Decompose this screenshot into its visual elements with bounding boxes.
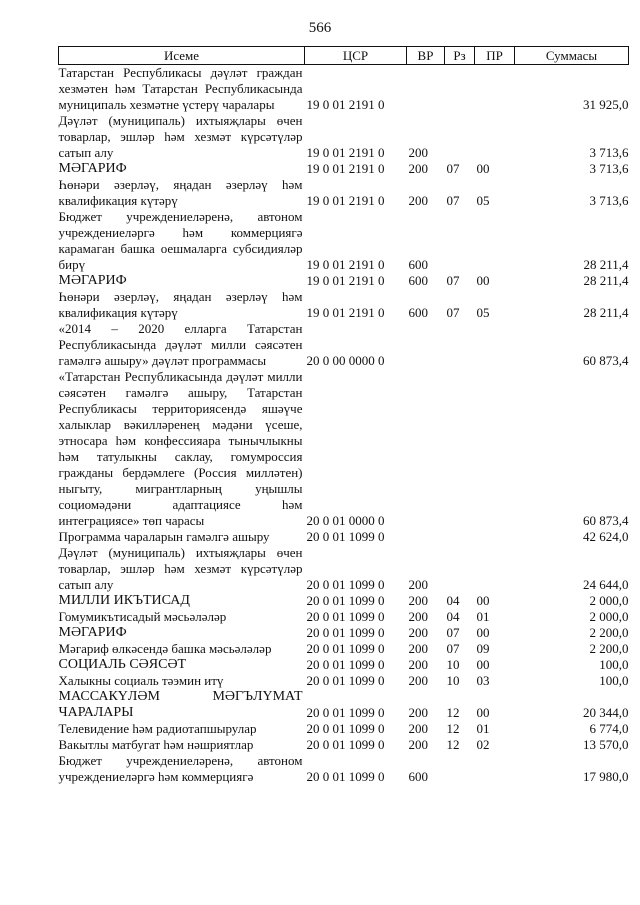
cell-pr xyxy=(475,545,515,593)
cell-name: МӘГАРИФ xyxy=(58,273,127,288)
header-rz: Рз xyxy=(445,47,475,65)
cell-sum: 3 713,6 xyxy=(589,145,629,160)
cell-pr xyxy=(475,529,515,545)
cell-sum: 6 774,0 xyxy=(589,721,629,736)
table-row xyxy=(59,609,629,625)
cell-csr: 20 0 01 1099 0 xyxy=(306,593,385,608)
cell-sum: 60 873,4 xyxy=(583,513,629,528)
cell-csr: 20 0 01 1099 0 xyxy=(306,737,385,752)
cell-name: Программа чараларын гамәлгә ашыру xyxy=(58,529,270,544)
cell-pr: 02 xyxy=(476,737,490,752)
cell-vr: 200 xyxy=(408,673,428,688)
cell-sum: 28 211,4 xyxy=(583,257,629,272)
cell-name: Гомумикътисадый мәсьәләләр xyxy=(58,609,227,624)
cell-pr xyxy=(475,65,515,114)
cell-pr: 01 xyxy=(476,721,490,736)
cell-vr: 200 xyxy=(408,609,428,624)
cell-name: Телевидение һәм радиотапшырулар xyxy=(58,721,257,736)
cell-csr: 19 0 01 2191 0 xyxy=(306,145,385,160)
cell-csr: 20 0 01 1099 0 xyxy=(306,657,385,672)
cell-name: МИЛЛИ ИКЪТИСАД xyxy=(58,593,190,608)
cell-csr: 19 0 01 2191 0 xyxy=(306,305,385,320)
cell-rz: 07 xyxy=(446,641,460,656)
cell-csr: 20 0 01 1099 0 xyxy=(306,609,385,624)
cell-rz xyxy=(445,369,475,529)
cell-pr: 03 xyxy=(476,673,490,688)
cell-rz xyxy=(445,753,475,785)
header-pr: ПР xyxy=(475,47,515,65)
cell-vr: 200 xyxy=(408,577,428,592)
table-row xyxy=(59,593,629,609)
cell-rz: 04 xyxy=(446,609,460,624)
cell-name: Бюджет учреждениеләренә, автоном учреждениеләргә һәм коммерциягә xyxy=(58,753,303,784)
cell-name: Һөнәри әзерләү, яңадан әзерләү һәм квалификация күтәрү xyxy=(58,177,303,208)
cell-pr: 00 xyxy=(476,161,490,176)
cell-name: Дәүләт (муниципаль) ихтыяҗлары өчен товарлар, эшләр һәм хезмәт күрсәтүләр сатып алу xyxy=(58,545,303,592)
cell-name: «Татарстан Республикасында дәүләт милли сәясәтен гамәлгә ашыру, Татарстан Республикасы территориясендә яшәүче халыклар вәкилләренең мәдәни үсеше, этносара һәм конфессияара тынычлыкны һәм татулыкны саклау, гомумроссия гражданы бердәмлеге (Россия милләтен) ныгыту, мигрантларның уңышлы социомәдәни адаптациясе һәм интеграциясе» төп чарасы xyxy=(58,369,303,528)
table-row xyxy=(59,625,629,641)
cell-rz: 07 xyxy=(446,625,460,640)
cell-pr: 05 xyxy=(476,305,490,320)
table-row xyxy=(59,273,629,289)
cell-vr xyxy=(407,369,445,529)
cell-pr: 09 xyxy=(476,641,490,656)
budget-table xyxy=(58,46,629,785)
cell-sum: 60 873,4 xyxy=(583,353,629,368)
cell-vr: 200 xyxy=(408,593,428,608)
table-row xyxy=(59,721,629,737)
cell-name: МАССАКҮЛӘМ МӘГЪЛҮМАТ ЧАРАЛАРЫ xyxy=(58,689,303,720)
cell-name: Һөнәри әзерләү, яңадан әзерләү һәм квалификация күтәрү xyxy=(58,289,303,320)
cell-csr: 19 0 01 2191 0 xyxy=(306,273,385,288)
cell-sum: 2 000,0 xyxy=(589,609,629,624)
table-row xyxy=(59,321,629,369)
cell-vr: 200 xyxy=(408,625,428,640)
cell-vr: 200 xyxy=(408,705,428,720)
cell-csr: 20 0 01 1099 0 xyxy=(306,641,385,656)
cell-csr: 20 0 01 1099 0 xyxy=(306,705,385,720)
cell-vr xyxy=(407,65,445,114)
table-row xyxy=(59,657,629,673)
cell-name: Бюджет учреждениеләренә, автоном учреждениеләргә һәм коммерциягә карамаган башка оешмаларга субсидияләр бирү xyxy=(58,209,303,272)
cell-vr: 600 xyxy=(408,305,428,320)
table-row xyxy=(59,737,629,753)
table-row xyxy=(59,753,629,785)
cell-csr: 20 0 01 1099 0 xyxy=(306,769,385,784)
cell-rz: 10 xyxy=(446,657,460,672)
table-body xyxy=(59,65,629,786)
cell-pr xyxy=(475,753,515,785)
header-csr: ЦСР xyxy=(305,47,407,65)
cell-rz xyxy=(445,529,475,545)
cell-pr: 05 xyxy=(476,193,490,208)
cell-vr: 200 xyxy=(408,193,428,208)
cell-sum: 3 713,6 xyxy=(589,193,629,208)
header-vr: ВР xyxy=(407,47,445,65)
cell-csr: 20 0 01 1099 0 xyxy=(306,529,385,544)
table-row xyxy=(59,209,629,273)
cell-sum: 28 211,4 xyxy=(583,305,629,320)
cell-sum: 24 644,0 xyxy=(583,577,629,592)
cell-sum: 100,0 xyxy=(599,657,629,672)
cell-pr: 00 xyxy=(476,273,490,288)
cell-sum: 17 980,0 xyxy=(583,769,629,784)
table-row xyxy=(59,161,629,177)
cell-pr xyxy=(475,369,515,529)
cell-vr: 200 xyxy=(408,145,428,160)
cell-pr xyxy=(475,113,515,161)
table-header-row xyxy=(59,47,629,65)
cell-csr: 19 0 01 2191 0 xyxy=(306,193,385,208)
cell-vr: 200 xyxy=(408,657,428,672)
cell-rz xyxy=(445,65,475,114)
table-row xyxy=(59,689,629,721)
cell-pr xyxy=(475,321,515,369)
cell-sum: 31 925,0 xyxy=(583,97,629,112)
cell-rz: 07 xyxy=(446,161,460,176)
cell-name: МӘГАРИФ xyxy=(58,161,127,176)
cell-csr: 19 0 01 2191 0 xyxy=(306,257,385,272)
cell-vr: 600 xyxy=(408,257,428,272)
cell-sum: 20 344,0 xyxy=(583,705,629,720)
cell-rz: 12 xyxy=(446,721,460,736)
cell-rz: 10 xyxy=(446,673,460,688)
cell-rz: 07 xyxy=(446,273,460,288)
cell-rz: 07 xyxy=(446,193,460,208)
cell-name: Вакытлы матбугат һәм нәшриятлар xyxy=(58,737,254,752)
cell-csr: 20 0 01 1099 0 xyxy=(306,673,385,688)
cell-rz xyxy=(445,209,475,273)
header-sum: Суммасы xyxy=(515,47,629,65)
cell-sum: 28 211,4 xyxy=(583,273,629,288)
header-name: Исеме xyxy=(59,47,305,65)
cell-pr: 00 xyxy=(476,705,490,720)
cell-pr: 00 xyxy=(476,625,490,640)
cell-sum: 2 000,0 xyxy=(589,593,629,608)
table-row xyxy=(59,641,629,657)
cell-vr: 200 xyxy=(408,161,428,176)
cell-name: СОЦИАЛЬ СӘЯСӘТ xyxy=(58,657,187,672)
table-row xyxy=(59,113,629,161)
cell-name: Мәгариф өлкәсендә башка мәсьәләләр xyxy=(58,641,272,656)
cell-csr: 19 0 01 2191 0 xyxy=(306,97,385,112)
cell-rz: 04 xyxy=(446,593,460,608)
cell-vr xyxy=(407,529,445,545)
table-row xyxy=(59,177,629,209)
cell-csr: 20 0 01 1099 0 xyxy=(306,625,385,640)
cell-vr: 600 xyxy=(408,273,428,288)
cell-vr: 200 xyxy=(408,737,428,752)
cell-csr: 20 0 01 0000 0 xyxy=(306,513,385,528)
cell-name: Халыкны социаль тәэмин итү xyxy=(58,673,224,688)
cell-rz: 12 xyxy=(446,737,460,752)
cell-vr: 200 xyxy=(408,721,428,736)
cell-sum: 42 624,0 xyxy=(583,529,629,544)
cell-csr: 19 0 01 2191 0 xyxy=(306,161,385,176)
cell-pr: 00 xyxy=(476,593,490,608)
table-row xyxy=(59,65,629,114)
cell-rz: 12 xyxy=(446,705,460,720)
cell-pr: 01 xyxy=(476,609,490,624)
cell-name: МӘГАРИФ xyxy=(58,625,127,640)
cell-rz xyxy=(445,321,475,369)
table-row xyxy=(59,529,629,545)
cell-sum: 2 200,0 xyxy=(589,641,629,656)
cell-sum: 2 200,0 xyxy=(589,625,629,640)
cell-vr xyxy=(407,321,445,369)
cell-rz: 07 xyxy=(446,305,460,320)
cell-sum: 3 713,6 xyxy=(589,161,629,176)
cell-pr: 00 xyxy=(476,657,490,672)
cell-sum: 13 570,0 xyxy=(583,737,629,752)
cell-csr: 20 0 01 1099 0 xyxy=(306,577,385,592)
cell-rz xyxy=(445,545,475,593)
table-row xyxy=(59,289,629,321)
table-row xyxy=(59,369,629,529)
page-number: 566 xyxy=(308,20,332,36)
cell-rz xyxy=(445,113,475,161)
table-row xyxy=(59,673,629,689)
cell-name: «2014 – 2020 елларга Татарстан Республикасында дәүләт милли сәясәтен гамәлгә ашыру» дәүләт программасы xyxy=(58,321,303,368)
table-row xyxy=(59,545,629,593)
cell-sum: 100,0 xyxy=(599,673,629,688)
cell-name: Дәүләт (муниципаль) ихтыяҗлары өчен товарлар, эшләр һәм хезмәт күрсәтүләр сатып алу xyxy=(58,113,303,160)
cell-pr xyxy=(475,209,515,273)
cell-name: Татарстан Республикасы дәүләт граждан хезмәтен һәм Татарстан Республикасында муниципаль хезмәтне үстерү чаралары xyxy=(58,65,303,112)
cell-csr: 20 0 01 1099 0 xyxy=(306,721,385,736)
cell-vr: 200 xyxy=(408,641,428,656)
cell-vr: 600 xyxy=(408,769,428,784)
cell-csr: 20 0 00 0000 0 xyxy=(306,353,385,368)
